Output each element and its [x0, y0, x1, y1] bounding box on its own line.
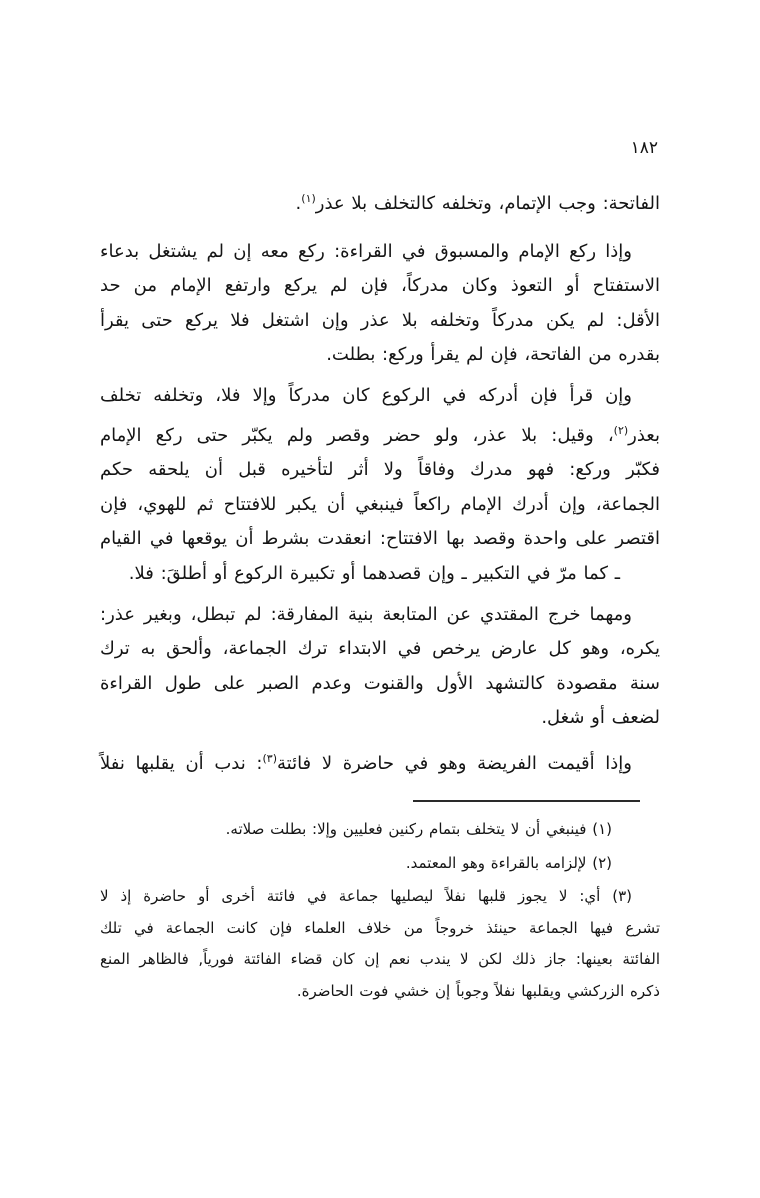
footnotes [100, 814, 660, 1010]
body-line: الأقل: لم يكن مدركاً وتخلفه بلا عذر وإن اشتغل فلا يركع حتى يقرأ [100, 309, 660, 331]
paragraph [100, 742, 660, 782]
page-number: ١٨٢ [630, 138, 658, 158]
body-line: وإذا أقيمت الفريضة وهو في حاضرة لا فائتة$^{(٣)}$: ندب أن يقلبها نفلاً [100, 751, 633, 774]
body-line: ـ كما مرّ في التكبير ـ وإن قصدهما أو تكبيرة الركوع أو أطلقَ: فلا. [128, 562, 620, 584]
footnote-line: (١) فينبغي أن لا يتخلف بتمام ركنين فعليين وإلا: بطلت صلاته. [225, 820, 612, 838]
paragraph [100, 182, 660, 222]
footnote [100, 814, 660, 846]
body-line: ومهما خرج المقتدي عن المتابعة بنية المفارقة: لم تبطل، وبغير عذر: [100, 603, 632, 625]
body-line: وإذا ركع الإمام والمسبوق في القراءة: ركع معه إن لم يشتغل بدعاء [100, 240, 632, 262]
footnote-line: الفائتة بعينها: جاز ذلك لكن لا يندب نعم إن كان قضاء الفائتة فورياً, فالظاهر المنع [100, 950, 660, 969]
body-text [100, 182, 660, 788]
body-line: بعذر$^{(٢)}$، وقيل: بلا عذر، ولو حضر وقصر ولم يكبّر حتى ركع الإمام [100, 423, 660, 446]
footnote-line: ذكره الزركشي ويقلبها نفلاً وجوباً إن خشي فوت الحاضرة. [296, 981, 660, 1000]
footnote [100, 881, 660, 1007]
footnote-line: تشرع فيها الجماعة حينئذ خروجاً من خلاف العلماء فإن كانت الجماعة في تلك [100, 918, 660, 937]
footnote-marker: (٣) [262, 751, 277, 765]
body-line: الاستفتاح أو التعوذ وكان مدركاً، فإن لم يركع وارتفع الإمام من حد [100, 275, 660, 297]
body-line: سنة مقصودة كالتشهد الأول والقنوت وعدم الصبر على طول القراءة [100, 672, 660, 694]
body-line: وإن قرأ فإن أدركه في الركوع كان مدركاً وإلا فلا، وتخلفه تخلف [100, 384, 632, 406]
body-line: فكبّر وركع: فهو مدرك وفاقاً ولا أثر لتأخيره قبل أن يلحقه حكم [100, 459, 660, 481]
body-line: الجماعة، وإن أدرك الإمام راكعاً فينبغي أن يكبر للافتتاح ثم للهوي، فإن [100, 493, 660, 515]
footnote-marker: (٢) [613, 423, 629, 437]
footnote-line: (٢) لإلزامه بالقراءة وهو المعتمد. [405, 853, 612, 872]
body-line: اقتصر على واحدة وقصد بها الافتتاح: انعقدت بشرط أن يوقعها في القيام [100, 528, 660, 550]
body-line: الفاتحة: وجب الإتمام، وتخلفه كالتخلف بلا عذر$^{(١)}$. [295, 192, 660, 214]
paragraph [100, 379, 660, 592]
paragraph [100, 235, 660, 373]
footnote-separator [413, 800, 640, 802]
footnote-line: (٣) أي: لا يجوز قلبها نفلاً ليصليها جماعة في فائتة أخرى أو حاضرة إذ لا [100, 887, 632, 906]
paragraph [100, 598, 660, 736]
footnote [100, 848, 660, 880]
body-line: يكره، وهو كل عارض يرخص في الابتداء ترك الجماعة، وألحق به ترك [100, 638, 660, 660]
body-line: بقدره من الفاتحة، فإن لم يقرأ وركع: بطلت. [326, 344, 660, 366]
footnote-marker: (١) [301, 192, 316, 205]
body-line: لضعف أو شغل. [541, 707, 660, 729]
